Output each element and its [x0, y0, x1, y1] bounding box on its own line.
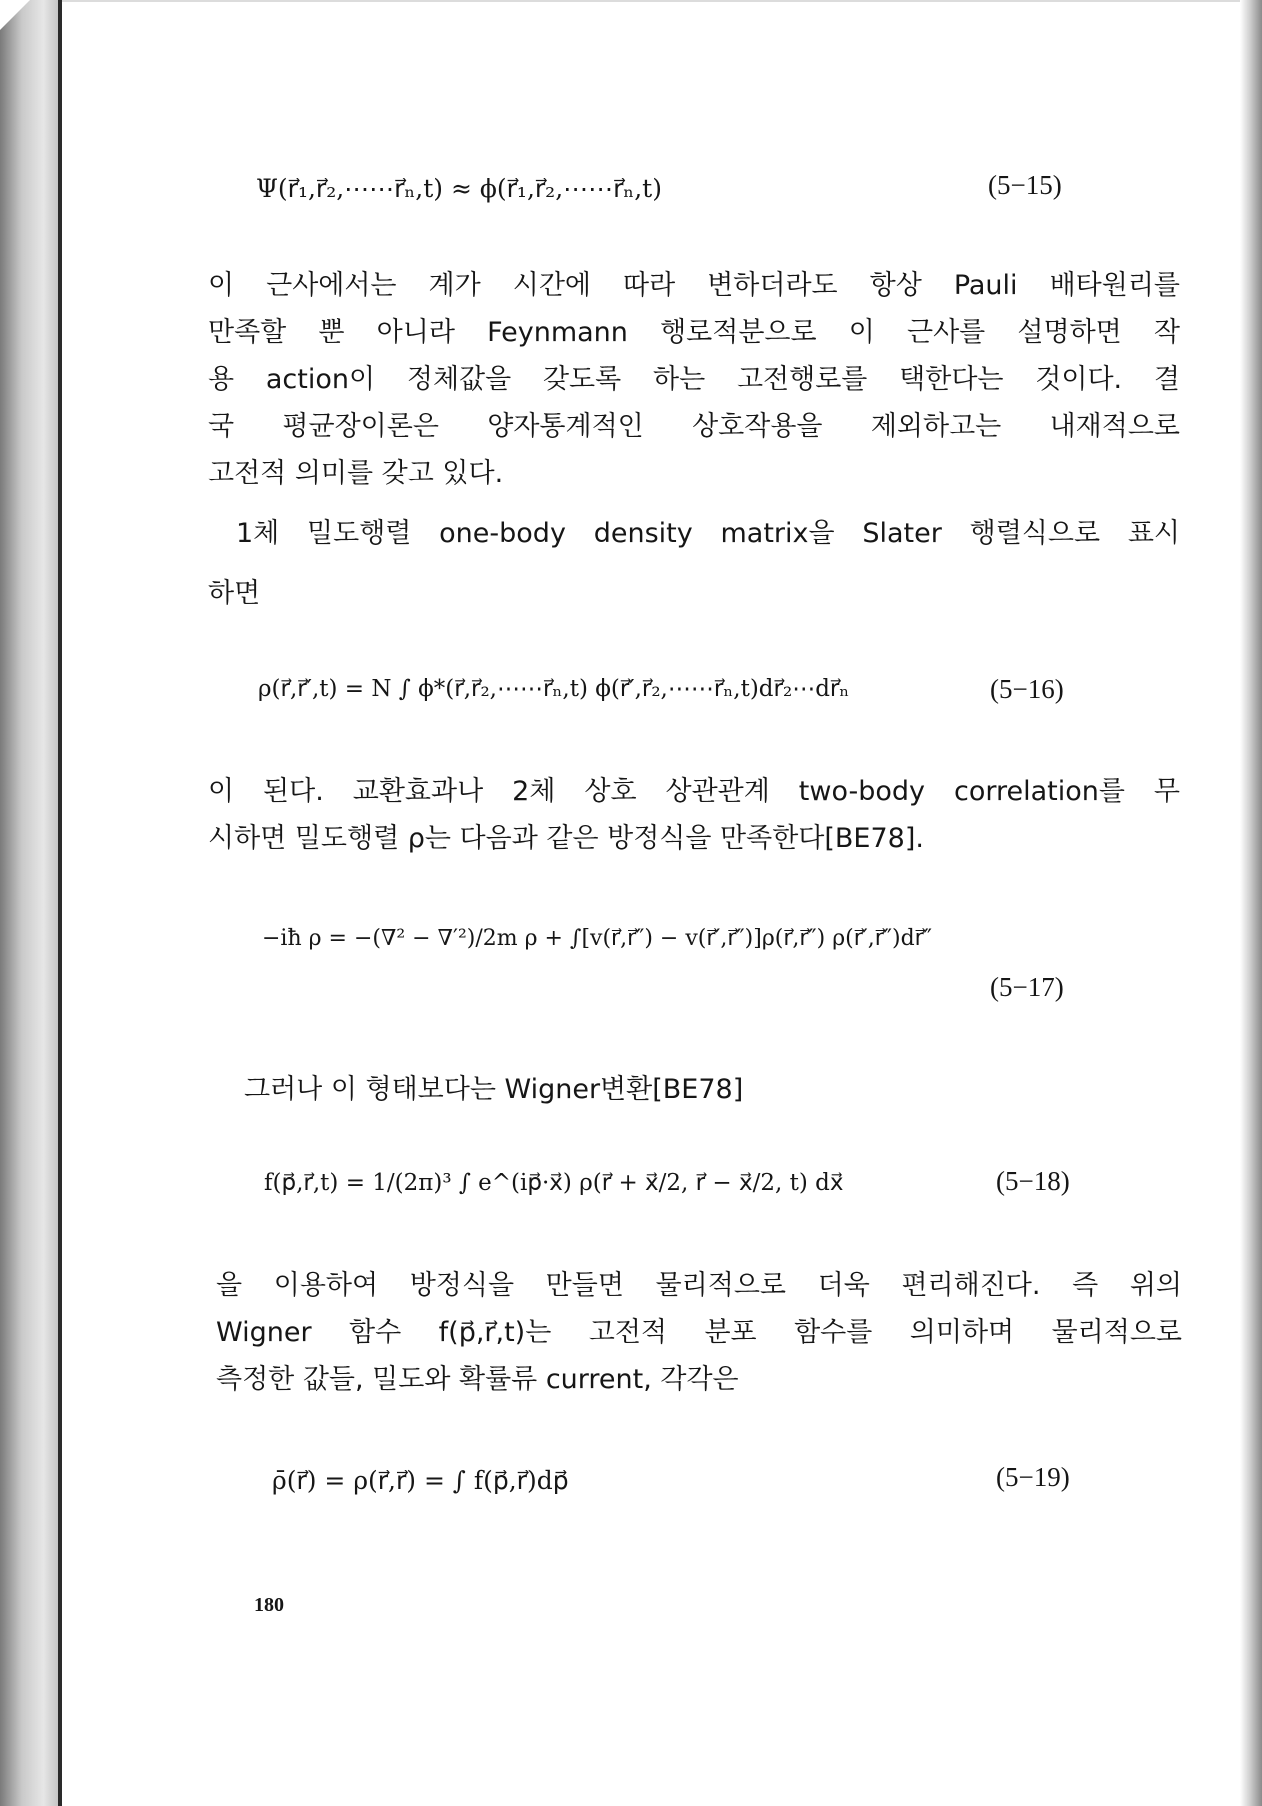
text-line: 을 이용하여 방정식을 만들면 물리적으로 더욱 편리해진다. 즉 위의	[216, 1270, 1182, 1301]
equation-5-19: ρ̄(r⃗) = ρ(r⃗,r⃗) = ∫ f(p⃗,r⃗)dp⃗	[272, 1466, 569, 1495]
text-line: 이 된다. 교환효과나 2체 상호 상관관계 two-body correlation를 무	[208, 776, 1180, 807]
equation-5-18: f(p⃗,r⃗,t) = 1/(2π)³ ∫ e^(ip⃗·x⃗) ρ(r⃗ + x⃗/2, r⃗ − x⃗/2, t) dx⃗	[264, 1170, 844, 1196]
equation-5-15: Ψ(r⃗₁,r⃗₂,⋯⋯r⃗ₙ,t) ≈ ϕ(r⃗₁,r⃗₂,⋯⋯r⃗ₙ,t)	[256, 174, 662, 203]
text-line: 고전적 의미를 갖고 있다.	[208, 458, 504, 489]
text-line: 하면	[208, 578, 261, 609]
book-spine	[0, 0, 62, 1806]
paragraph	[208, 262, 1180, 497]
equation-number: (5−18)	[996, 1166, 1070, 1196]
text-line: 만족할 뿐 아니라 Feynmann 행로적분으로 이 근사를 설명하면 작	[208, 317, 1180, 348]
paragraph-continuation	[208, 570, 408, 617]
paragraph	[216, 1262, 1182, 1403]
page-right-shadow	[1240, 0, 1262, 1806]
paragraph	[236, 510, 1180, 557]
text-line: 1체 밀도행렬 one-body density matrix을 Slater 행렬식으로 표시	[236, 518, 1180, 549]
book-page	[62, 0, 1240, 1806]
equation-5-17: −iħ ρ = −(∇² − ∇′²)/2m ρ + ∫[v(r⃗,r⃗″) − v(r⃗′,r⃗″)]ρ(r⃗,r⃗″) ρ(r⃗′,r⃗″)dr⃗″	[262, 926, 932, 951]
page-number: 180	[254, 1594, 284, 1616]
text-line: 용 action이 정체값을 갖도록 하는 고전행로를 택한다는 것이다. 결	[208, 364, 1180, 395]
text-line: 시하면 밀도행렬 ρ는 다음과 같은 방정식을 만족한다[BE78].	[208, 823, 924, 854]
equation-5-16: ρ(r⃗,r⃗′,t) = N ∫ ϕ*(r⃗,r⃗₂,⋯⋯r⃗ₙ,t) ϕ(r⃗′,r⃗₂,⋯⋯r⃗ₙ,t)dr⃗₂⋯dr⃗ₙ	[258, 676, 850, 702]
text-line: 측정한 값들, 밀도와 확률류 current, 각각은	[216, 1364, 739, 1395]
equation-number: (5−16)	[990, 674, 1064, 704]
paragraph	[244, 1066, 844, 1113]
text-line: 국 평균장이론은 양자통계적인 상호작용을 제외하고는 내재적으로	[208, 411, 1180, 442]
text-line: Wigner 함수 f(p⃗,r⃗,t)는 고전적 분포 함수를 의미하며 물리적으로	[216, 1317, 1182, 1348]
text-line: 그러나 이 형태보다는 Wigner변환[BE78]	[244, 1074, 744, 1105]
text-line: 이 근사에서는 계가 시간에 따라 변하더라도 항상 Pauli 배타원리를	[208, 270, 1180, 301]
equation-number: (5−15)	[988, 170, 1062, 200]
equation-number: (5−17)	[990, 972, 1064, 1002]
paragraph	[208, 768, 1180, 862]
equation-number: (5−19)	[996, 1462, 1070, 1492]
